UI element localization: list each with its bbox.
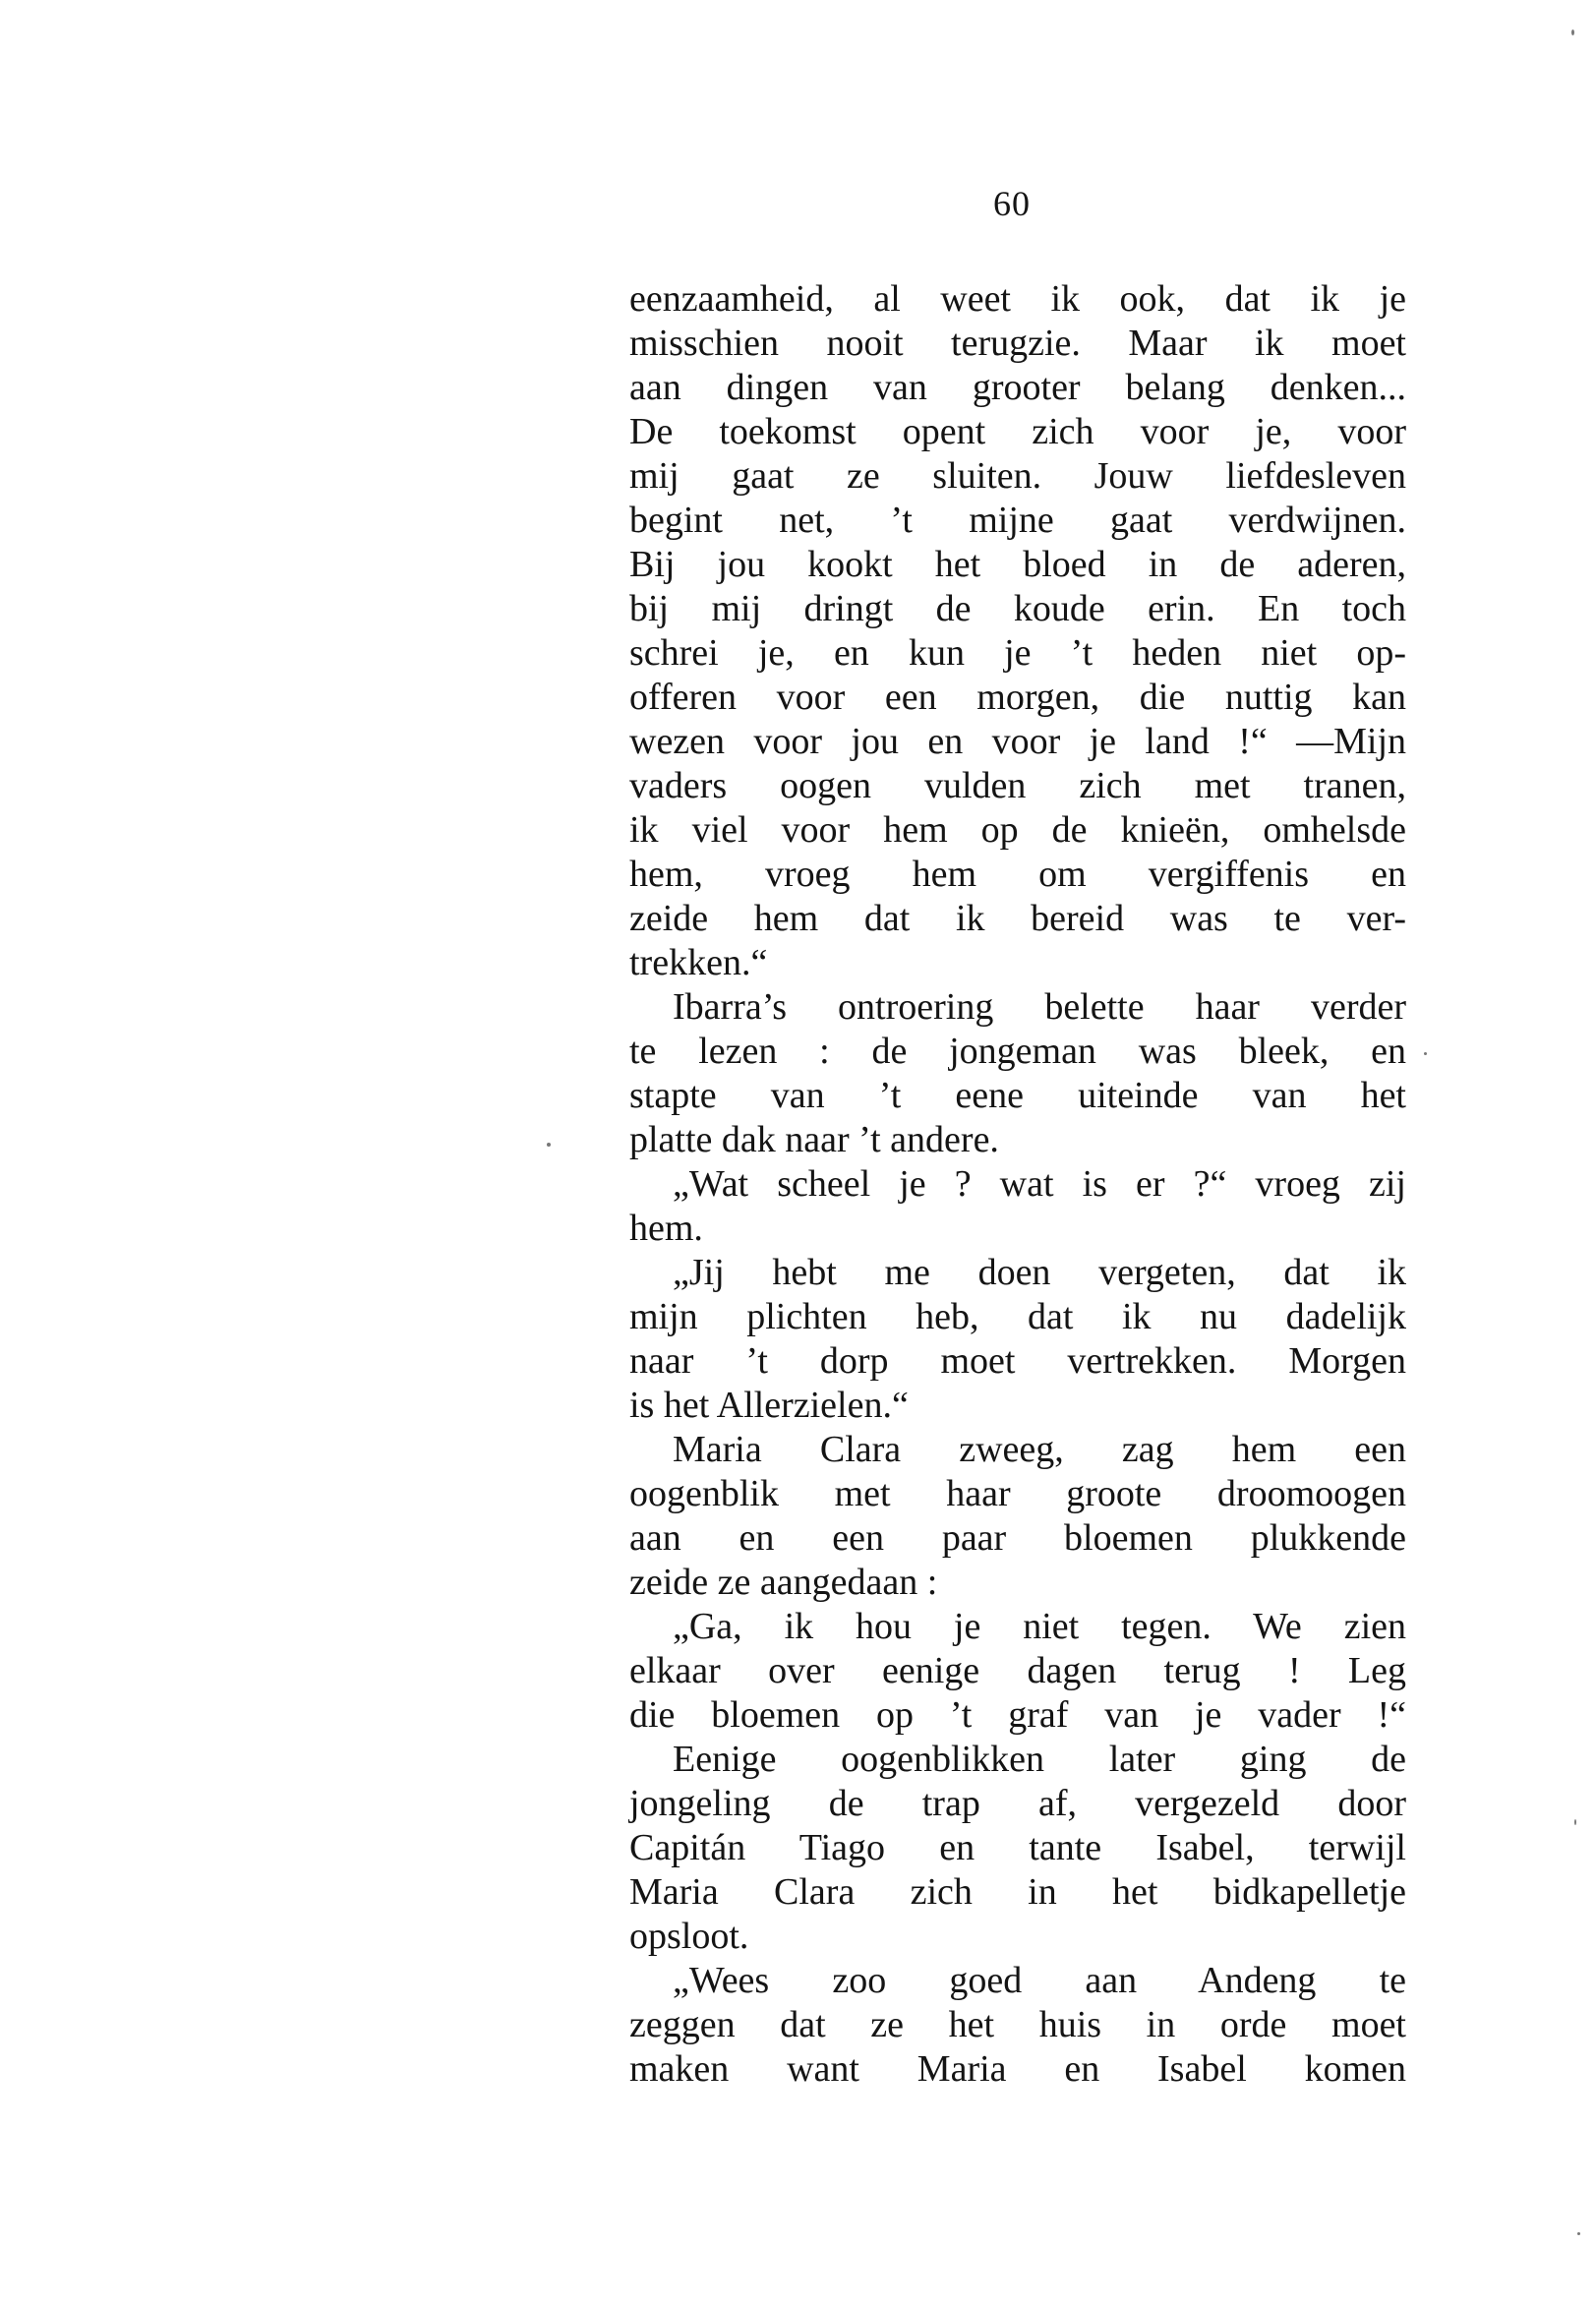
text-line: vaders oogen vulden zich met tranen,: [629, 765, 1406, 806]
text-line: naar ’t dorp moet vertrekken. Morgen: [629, 1340, 1406, 1382]
text-line: Eenige oogenblikken later ging de: [673, 1739, 1406, 1780]
text-line: is het Allerzielen.“: [629, 1385, 909, 1426]
text-line: zeide ze aangedaan :: [629, 1562, 938, 1603]
text-line: „Jij hebt me doen vergeten, dat ik: [673, 1252, 1406, 1293]
text-line: „Wat scheel je ? wat is er ?“ vroeg zij: [673, 1163, 1406, 1205]
text-line: Ibarra’s ontroering belette haar verder: [673, 986, 1406, 1028]
text-line: hem.: [629, 1208, 703, 1249]
text-line: „Ga, ik hou je niet tegen. We zien: [673, 1606, 1406, 1647]
text-line: hem, vroeg hem om vergiffenis en: [629, 854, 1406, 895]
scan-speck: [547, 1143, 551, 1147]
text-line: „Wees zoo goed aan Andeng te: [673, 1960, 1406, 2001]
text-line: zeide hem dat ik bereid was te ver-: [629, 898, 1406, 939]
text-line: wezen voor jou en voor je land !“ —Mijn: [629, 721, 1406, 762]
text-line: Maria Clara zweeg, zag hem een: [673, 1429, 1406, 1470]
text-line: stapte van ’t eene uiteinde van het: [629, 1075, 1406, 1116]
text-line: platte dak naar ’t andere.: [629, 1119, 999, 1160]
text-line: offeren voor een morgen, die nuttig kan: [629, 677, 1406, 718]
text-line: oogenblik met haar groote droomoogen: [629, 1473, 1406, 1514]
scan-speck: [1577, 2232, 1580, 2235]
text-line: zeggen dat ze het huis in orde moet: [629, 2004, 1406, 2045]
text-line: ik viel voor hem op de knieën, omhelsde: [629, 809, 1406, 851]
text-line: schrei je, en kun je ’t heden niet op-: [629, 632, 1406, 674]
text-line: die bloemen op ’t graf van je vader !“: [629, 1694, 1406, 1736]
text-line: begint net, ’t mijne gaat verdwijnen.: [629, 500, 1406, 541]
text-line: De toekomst opent zich voor je, voor: [629, 411, 1406, 452]
text-line: opsloot.: [629, 1916, 749, 1957]
text-line: bij mij dringt de koude erin. En toch: [629, 588, 1406, 629]
text-line: aan en een paar bloemen plukkende: [629, 1517, 1406, 1559]
text-line: eenzaamheid, al weet ik ook, dat ik je: [629, 278, 1406, 320]
text-line: Maria Clara zich in het bidkapelletje: [629, 1871, 1406, 1913]
text-line: jongeling de trap af, vergezeld door: [629, 1783, 1406, 1824]
text-line: trekken.“: [629, 942, 768, 983]
scan-speck: [1574, 1819, 1576, 1825]
text-line: mij gaat ze sluiten. Jouw liefdesleven: [629, 455, 1406, 497]
body-text: [629, 277, 1406, 2092]
text-line: misschien nooit terugzie. Maar ik moet: [629, 323, 1406, 364]
text-line: te lezen : de jongeman was bleek, en: [629, 1031, 1406, 1072]
text-line: elkaar over eenige dagen terug ! Leg: [629, 1650, 1406, 1691]
text-line: Bij jou kookt het bloed in de aderen,: [629, 544, 1406, 585]
text-line: aan dingen van grooter belang denken...: [629, 367, 1406, 408]
scan-speck: [1424, 1052, 1427, 1055]
scan-speck: [1571, 30, 1574, 35]
text-line: Capitán Tiago en tante Isabel, terwijl: [629, 1827, 1406, 1868]
text-line: mijn plichten heb, dat ik nu dadelijk: [629, 1296, 1406, 1337]
text-line: maken want Maria en Isabel komen: [629, 2048, 1406, 2090]
page-number: 60: [993, 184, 1031, 223]
